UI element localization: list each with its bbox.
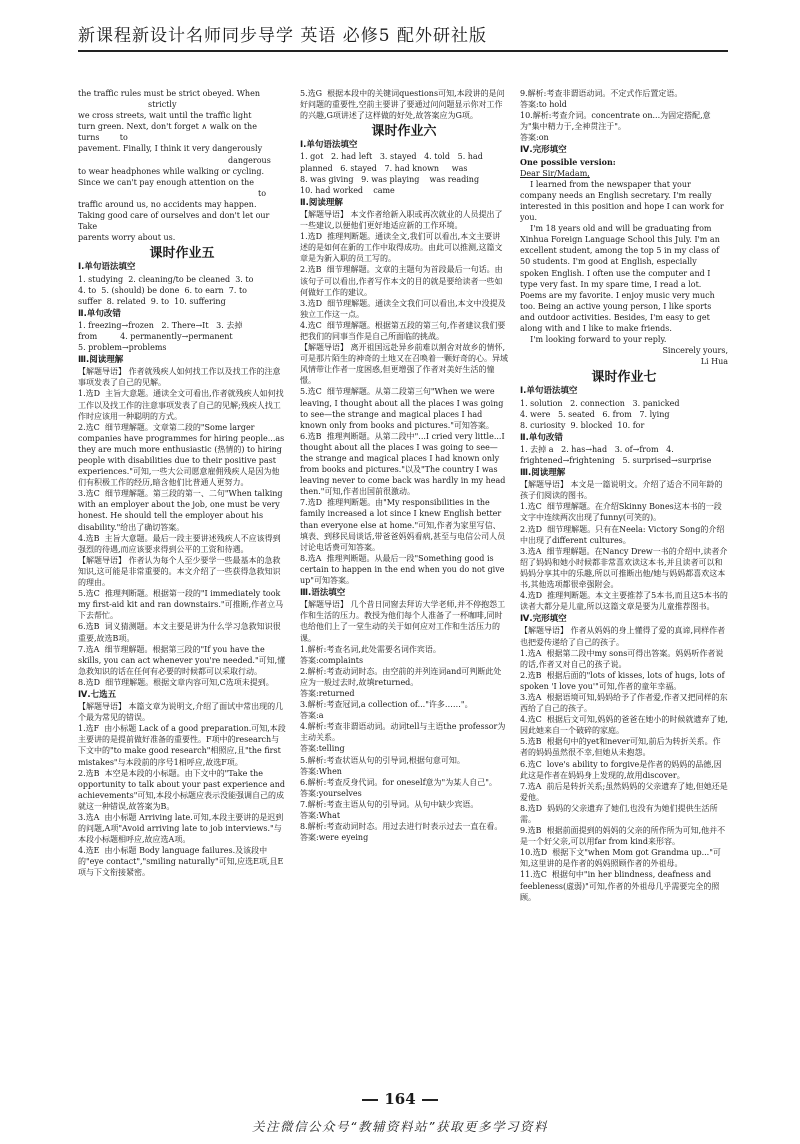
answer-line: 4. were 5. seated 6. from 7. lying — [520, 409, 670, 419]
explanation-para: 1.选F 由小标题 Lack of a good preparation.可知,本段主要讲的是提前做好准备的重要性。F项中的research与下文中的"to make good research"相照应,且"the first mistakes"与本段前的序号1相呼应,故选F项。 — [78, 724, 286, 767]
page-number-dash-left — [362, 1099, 378, 1101]
page-number-row — [0, 1090, 800, 1108]
answer-line: 答案:on — [520, 133, 549, 143]
section-heading: Ⅳ.完形填空 — [520, 614, 567, 625]
essay-line: pavement. Finally, I think it very dangerously — [78, 144, 263, 154]
essay-line: traffic around us, no accidents may happen. — [78, 199, 257, 209]
explanation-para: 9.选B 根据前面提到的妈妈的父亲的所作所为可知,他并不是一个好父亲,可以用far from kind来形容。 — [520, 826, 726, 847]
homework-5-title: 课时作业五 — [149, 246, 215, 262]
answer-line: 4. to 5. (should) be done 6. to earn 7. to — [78, 285, 247, 295]
answer-line: from 4. permanently→permanent — [78, 331, 233, 341]
section-heading: Ⅳ.完形填空 — [520, 145, 567, 156]
essay-correction-note: to — [258, 188, 267, 198]
sample-version-label: One possible version: — [520, 156, 616, 167]
explanation-para: 【解题导语】 作者从妈妈的身上懂得了爱的真谛,同样作者也把爱传递给了自己的孩子。 — [520, 626, 726, 647]
essay-line: Since we can't pay enough attention on the — [78, 177, 255, 187]
explanation-para: 7.解析:考查主语从句的引导词。从句中缺少宾语。 — [300, 799, 479, 809]
explanation-para: 7.选A 细节理解题。根据第三段的"If you have the skills, you can act whenever you're needed."可知,懂急救知识的话在任何有必要的时候都可以采取行动。 — [78, 644, 286, 676]
answer-line: 5. problem→problems — [78, 343, 167, 353]
answer-line: 8. was giving 9. was playing was reading — [300, 174, 480, 184]
essay-correction-note: Take — [78, 222, 98, 232]
explanation-para: 1.选D 主旨大意题。通读全文可看出,作者就残疾人如何找工作以及找工作的注意事项发表了自己的见解;残疾人找工作时应该用一种聪明的方式。 — [78, 389, 284, 421]
explanation-para: 11.选C 根据句中"in her blindness, deafness and feebleness(虚弱)"可知,作者的外祖母几乎需要完全的照顾。 — [520, 870, 720, 902]
answer-line: 8. curiosity 9. blocked 10. for — [520, 420, 645, 430]
letter-para: I'm 18 years old and will be graduating from Xinhua Foreign Language School this July. I'm an excellent student, among the top 5 in my class of 50 students. I'm good at English, especially spoken English. I often use the computer and I type very fast. In my spare time, I read a lot. Poems are my favorite. I enjoy music very much too. Being an active young person, I like sports and outdoor activities. Besides, I'm easy to get along with and I like to make friends. — [520, 224, 723, 333]
explanation-para: 【解题导语】 作者就残疾人如何找工作以及找工作的注意事项发表了自己的见解。 — [78, 367, 281, 388]
explanation-para: 4.选C 细节理解题。根据第五段的第三句,作者建议我们要把我们的同事当作是自己所面临的挑战。 — [300, 320, 506, 341]
answer-line: 答案:yourselves — [300, 788, 362, 798]
explanation-para: 8.选D 细节理解题。根据文章内容可知,C选项未提到。 — [78, 677, 274, 687]
header-title: 新课程新设计名师同步导学 英语 必修5 配外研社版 — [78, 26, 488, 46]
page-number-dash-right — [422, 1099, 438, 1101]
explanation-para: 5.选B 根据句中的yet和never可知,前后为转折关系。作者的妈妈虽然很不幸,但她从未抱怨。 — [520, 737, 721, 758]
essay-line: Taking good care of ourselves and don't let our — [78, 211, 270, 221]
answer-line: 答案:a — [300, 711, 324, 721]
explanation-para: 4.选C 根据后文可知,妈妈的爸爸在她小的时候就遗弃了她,因此她来自一个破碎的家庭。 — [520, 715, 728, 736]
explanation-para: 2.解析:考查动词时态。由空前的并列连词and可判断此处应为一般过去时,故填returned。 — [300, 666, 502, 687]
answer-line: 答案:complaints — [300, 655, 364, 665]
explanation-para: 3.选A 由小标题 Arriving late.可知,本段主要讲的是迟到的问题,A项"Avoid arriving late to job interviews."与本段小标题相呼应,故应选A项。 — [78, 813, 284, 845]
explanation-para: 10.解析:考查介词。concentrate on...为固定搭配,意为"集中精力于,全神贯注于"。 — [520, 111, 711, 132]
explanation-para: 5.选G 根据本段中的关键词questions可知,本段讲的是问好问题的重要性,空前主要讲了要通过问问题显示你对工作的兴趣,G项讲述了这样做的好处,故答案应为G项。 — [300, 89, 505, 121]
explanation-para: 2.选B 细节理解题。文章的主题句为首段最后一句话。由该句子可以看出,作者写作本文的目的就是要给读者一些如何做好工作的建议。 — [300, 265, 503, 297]
explanation-para: 8.选A 推理判断题。从最后一段"Something good is certain to happen in the end when you do not give up"可知答案。 — [300, 553, 508, 586]
answer-line: planned 6. stayed 7. had known was — [300, 163, 468, 173]
homework-7-title: 课时作业七 — [591, 370, 657, 386]
answer-line: frightened→frightening 5. surprised→surprise — [520, 456, 712, 465]
answer-line: 1. studying 2. cleaning/to be cleaned 3. to — [78, 274, 254, 284]
answer-line: 答案:were eyeing — [300, 833, 369, 843]
answer-line: 1. solution 2. connection 3. panicked — [520, 398, 680, 408]
answer-line: 1. got 2. had left 3. stayed 4. told 5. had — [300, 152, 483, 162]
explanation-para: 5.解析:考查状语从句的引导词,根据句意可知。 — [300, 755, 465, 765]
section-heading: Ⅱ.单句改错 — [78, 308, 121, 319]
column-left — [78, 88, 286, 1088]
page-number: 164 — [384, 1090, 416, 1108]
page-header — [78, 10, 728, 52]
explanation-para: 4.选B 主旨大意题。最后一段主要讲述残疾人不应该得到强烈的待遇,而应该要求得到公平的工资和待遇。 — [78, 533, 281, 554]
section-heading: Ⅳ.七选五 — [78, 689, 117, 700]
explanation-para: 1.解析:考查名词,此处需要名词作宾语。 — [300, 644, 441, 654]
answer-line: suffer 8. related 9. to 10. suffering — [78, 296, 226, 306]
column-middle — [300, 88, 508, 1088]
explanation-para: 3.选A 细节理解题。在Nancy Drew一书的介绍中,读者介绍了妈妈和她小时候都非常喜欢读这本书,并且读者可以和妈妈分享其中的乐趣,所以可推断出他/她与妈妈都喜欢这本书,其他选项都很牵强附会。 — [520, 546, 728, 590]
explanation-para: 4.选E 由小标题 Body language failures.及该段中的"eye contact","smiling naturally"可知,应选E项,且E项与下文衔接紧密。 — [78, 846, 284, 878]
letter-salutation: Dear Sir/Madam, — [520, 168, 590, 178]
explanation-para: 6.选B 推理判断题。从第二段中"...I cried very little...I thought about all the places I was going to see—the strange and magical places I had known only from books and pictures."以及"The country I was leaving never to come back was hardly in my head then."可知,作者出国前很激动。 — [300, 431, 508, 497]
explanation-para: 5.选C 推理判断题。根据第一段的"I immediately took my first-aid kit and ran downstairs."可推断,作者立马下去帮忙。 — [78, 589, 284, 621]
explanation-para: 3.选C 细节理解题。第三段的第一、二句"When talking with an employer about the job, one must be very honest. He should tell the employer about his disability."给出了确切答案。 — [78, 489, 286, 532]
letter-para: I'm looking forward to your reply. — [520, 335, 667, 345]
explanation-para: 2.选D 细节理解题。只有在Neela: Victory Song的介绍中出现了different cultures。 — [520, 524, 725, 545]
letter-para: I learned from the newspaper that your company needs an English secretary. I'm really interested in this position and hope I can work for you. — [520, 179, 727, 223]
explanation-para: 【解题导语】 本文是一篇说明文。介绍了适合不同年龄的孩子们阅读的图书。 — [520, 480, 723, 501]
section-heading: Ⅲ.语法填空 — [300, 588, 346, 599]
answer-line: 答案:When — [300, 766, 342, 776]
essay-line: to wear headphones while walking or cycling. — [78, 166, 265, 176]
explanation-para: 9.解析:考查非谓语动词。不定式作后置定语。 — [520, 89, 683, 98]
column-right — [520, 88, 728, 1088]
explanation-para: 【解题导语】 离开祖国远赴异乡前难以割舍对故乡的情怀,可是那片陌生的神奇的土地又在召唤着一颗好奇的心。异域风情带让作者一度困惑,但更增强了作者对美好生活的憧憬。 — [300, 343, 508, 386]
answer-line: 1. 去掉 a 2. has→had 3. of→from 4. — [520, 444, 674, 454]
explanation-para: 8.选D 妈妈的父亲遗弃了她们,也没有为她们提供生活所需。 — [520, 803, 718, 824]
explanation-para: 【解题导语】 本文作者给新入职或再次就业的人员提出了一些建议,以便他们更好地适应新的工作环境。 — [300, 209, 503, 231]
section-heading: Ⅱ.单句改错 — [520, 432, 563, 443]
explanation-para: 3.选A 根据语境可知,妈妈给予了作者爱,作者又把同样的东西给了自己的孩子。 — [520, 692, 728, 714]
letter-signature: Li Hua — [700, 357, 728, 367]
essay-line: we cross streets, wait until the traffic light — [78, 111, 252, 121]
explanation-para: 1.选D 推理判断题。通读全文,我们可以看出,本文主要讲述的是如何在新的工作中取得成功。由此可以推测,这篇文章是为新入职的员工写的。 — [300, 232, 503, 264]
letter-closing: Sincerely yours, — [662, 346, 728, 356]
explanation-para: 【解题导语】 本篇文章为说明文,介绍了面试中常出现的几个最为常见的错误。 — [78, 702, 284, 723]
explanation-para: 3.解析:考查冠词,a collection of..."许多……"。 — [300, 700, 473, 710]
explanation-para: 4.选D 推理判断题。本文主要推荐了5本书,而且这5本书的读者大都分是儿童,所以这篇文章是要为儿童推荐图书。 — [520, 591, 728, 612]
explanation-para: 6.解析:考查反身代词。for oneself意为"为某人自己"。 — [300, 777, 497, 787]
explanation-para: 7.选D 推理判断题。由"My responsibilities in the family increased a lot since I knew English better than everyone else at home."可知,作者为家里写信、填表、到移民局谈话,带爸爸妈妈看病,甚至与电信公司人员讨论电话费可知答案。 — [300, 498, 506, 552]
explanation-para: 6.选B 词义猜测题。本文主要是讲为什么学习急救知识很重要,故选B项。 — [78, 622, 281, 643]
essay-line: the traffic rules must be strict obeyed. When — [78, 89, 260, 98]
essay-correction-note: strictly — [148, 100, 177, 110]
explanation-para: 【解题导语】 几个昔日同窗去拜访大学老师,并不停抱怨工作和生活的压力。教授为他们每个人准备了一杯咖啡,同时也给他们上了一堂生动的关于如何应对工作和生活压力的课。 — [300, 600, 506, 643]
explanation-para: 5.选C 细节理解题。从第二段第三句"When we were leaving, I thought about all the places I was going to see—the strange and magical places I had known only from books and pictures."可知答案。 — [300, 387, 506, 430]
essay-correction-tail — [78, 88, 286, 243]
essay-line: parents worry about us. — [78, 233, 176, 243]
explanation-para: 10.选D 根据下文"when Mom got Grandma up..."可知,这里讲的是作者的妈妈照顾作者的外祖母。 — [520, 848, 721, 869]
answer-line: 答案:to hold — [520, 100, 567, 110]
explanation-para: 6.选C love's ability to forgive是作者的妈妈的品德,因此这是作者在妈妈身上发现的,故用discover。 — [520, 759, 722, 780]
explanation-para: 2.选C 细节理解题。文章第二段的"Some larger companies have programmes for hiring people...as they are much more enthusiastic (热情的) to hiring people with disabilities due to their positive past experiences."可知,一些大公司愿意雇佣残疾人是因为他们有积极工作的经历,暗含他们比普通人更努力。 — [78, 422, 287, 488]
explanation-para: 3.选D 细节理解题。通读全文我们可以看出,本文中没提及独立工作这一点。 — [300, 298, 506, 319]
section-heading: Ⅱ.阅读理解 — [300, 197, 343, 208]
essay-line: turn green. Next, don't forget ∧ walk on the — [78, 122, 257, 132]
explanation-para: 4.解析:考查非谓语动词。动词tell与主语the professor为主动关系。 — [300, 722, 506, 743]
section-heading: Ⅰ.单句语法填空 — [520, 386, 578, 397]
section-heading: Ⅰ.单句语法填空 — [78, 262, 136, 273]
answer-line: 10. had worked came — [300, 185, 395, 195]
explanation-para: 2.选B 本空是本段的小标题。由下文中的"Take the opportunity to talk about your past experience and achievements"可知,本段小标题应表示没能强调自己的成就这一种错误,故答案为B。 — [78, 768, 288, 811]
answer-line: 答案:returned — [300, 688, 355, 698]
answer-line: 答案:What — [300, 811, 341, 820]
explanation-para: 7.选A 前后是转折关系;虽然妈妈的父亲遗弃了她,但她还是爱他。 — [520, 781, 728, 802]
homework-6-title: 课时作业六 — [371, 124, 437, 140]
explanation-para: 1.选C 细节理解题。在介绍Skinny Bones这本书的一段文字中连续两次出现了funny(可笑的)。 — [520, 502, 722, 523]
explanation-para: 8.解析:考查动词时态。用过去进行时表示过去一直在看。 — [300, 822, 503, 832]
essay-correction-note: dangerous — [228, 155, 271, 165]
essay-correction-note: turns to — [78, 133, 128, 143]
answer-line: 1. freezing→frozen 2. There→It 3. 去掉 — [78, 320, 243, 330]
footer-note: 关注微信公众号“教辅资料站”获取更多学习资料 — [252, 1119, 548, 1134]
answer-line: 答案:telling — [300, 744, 345, 754]
section-heading: Ⅲ.阅读理解 — [78, 355, 124, 366]
explanation-para: 1.选A 根据第二段中my sons可得出答案。妈妈听作者说的话,作者又对自己的孩子说。 — [520, 648, 724, 669]
section-heading: Ⅲ.阅读理解 — [520, 468, 566, 479]
explanation-para: 2.选B 根据后面的"lots of kisses, lots of hugs, lots of spoken 'I love you'"可知,作者的童年幸福。 — [520, 670, 728, 691]
section-heading: Ⅰ.单句语法填空 — [300, 140, 358, 151]
explanation-para: 【解题导语】 作者认为每个人至少要学一些最基本的急救知识,这可能是非常重要的。本文介绍了一些获得急救知识的理由。 — [78, 555, 281, 588]
